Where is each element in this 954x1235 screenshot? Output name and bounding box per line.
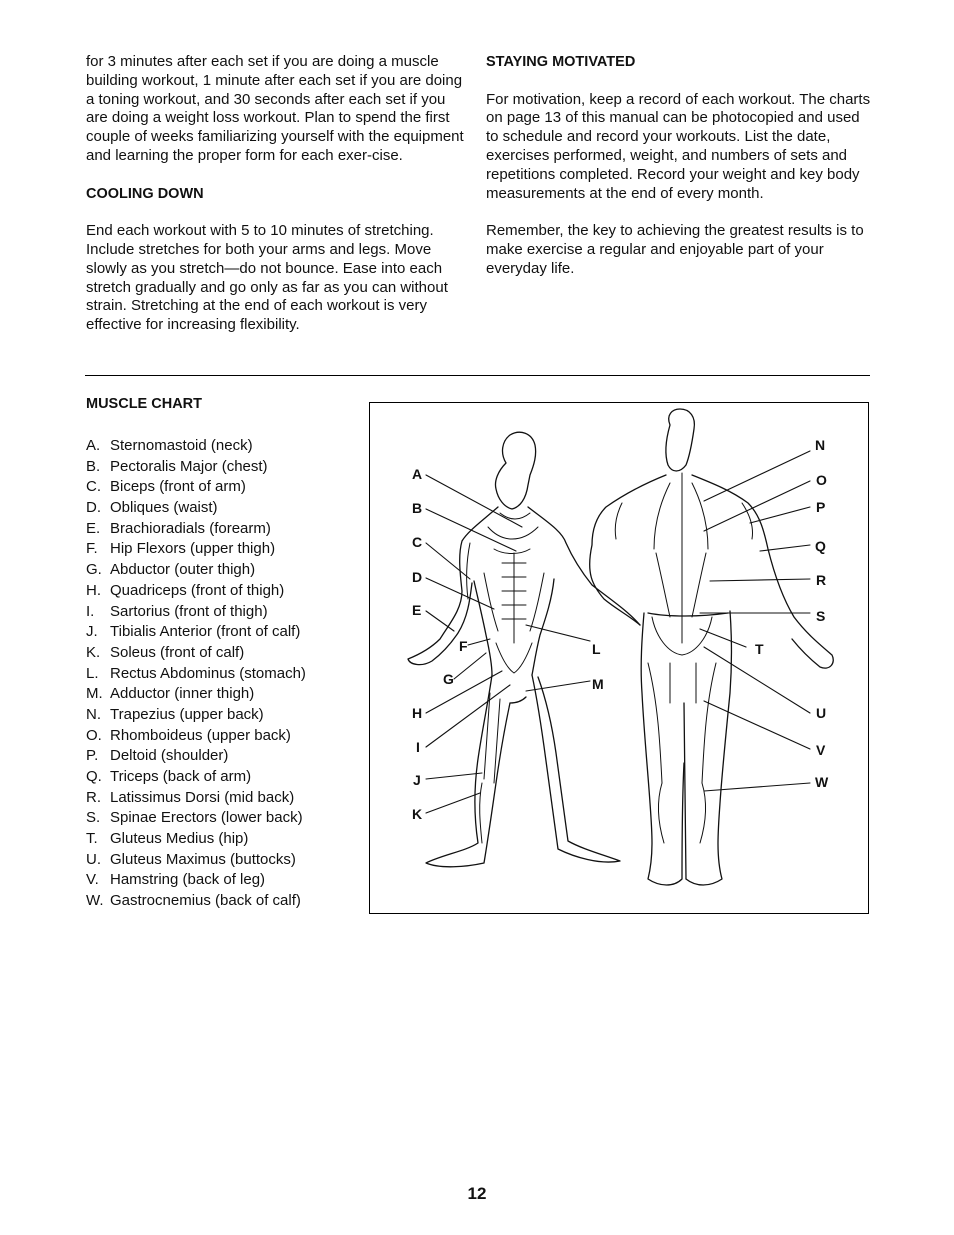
label-leader-lines (426, 451, 810, 813)
figure-label-k: K (412, 806, 423, 822)
muscle-letter: G. (86, 561, 102, 579)
list-item (86, 519, 306, 540)
list-item (86, 581, 306, 602)
figure-label-j: J (413, 772, 421, 788)
list-item (86, 870, 306, 891)
muscle-name: Gluteus Medius (hip) (110, 830, 249, 848)
list-item (86, 705, 306, 726)
list-item (86, 622, 306, 643)
section-divider (85, 375, 870, 376)
muscle-name: Sartorius (front of thigh) (110, 602, 268, 620)
figure-label-o: O (816, 472, 827, 488)
figure-label-w: W (815, 774, 829, 790)
muscle-name: Rhomboideus (upper back) (110, 726, 291, 744)
staying-motivated-text-2: Remember, the key to achieving the greatest results is to make exercise a regular and enjoyable part of your everyday life. (486, 222, 864, 277)
muscle-name: Sternomastoid (neck) (110, 437, 253, 454)
muscle-name: Biceps (front of arm) (110, 478, 246, 496)
muscle-letter: L. (86, 664, 99, 682)
muscle-letter: W. (86, 892, 104, 910)
left-column (86, 53, 468, 354)
list-item (86, 436, 306, 457)
list-item (86, 788, 306, 809)
muscle-name: Gastrocnemius (back of calf) (110, 892, 301, 910)
list-item (86, 664, 306, 685)
figure-label-b: B (412, 500, 423, 516)
muscle-name: Deltoid (shoulder) (110, 747, 229, 765)
staying-motivated-heading: STAYING MOTIVATED (486, 54, 636, 70)
muscle-name: Brachioradials (forearm) (110, 519, 271, 537)
muscle-letter: E. (86, 519, 101, 537)
muscle-letter: H. (86, 581, 101, 599)
muscle-name: Gluteus Maximus (buttocks) (110, 850, 296, 868)
muscle-letter: O. (86, 726, 102, 744)
muscle-letter: D. (86, 499, 101, 517)
figure-label-t: T (755, 641, 764, 657)
muscle-letter: N. (86, 705, 101, 723)
muscle-letter: C. (86, 478, 101, 496)
right-column (486, 53, 872, 297)
list-item (86, 808, 306, 829)
muscle-letter: J. (86, 623, 98, 641)
figure-label-a: A (412, 466, 423, 482)
list-item (86, 477, 306, 498)
figure-label-v: V (816, 742, 826, 758)
list-item (86, 457, 306, 478)
list-item (86, 726, 306, 747)
list-item (86, 560, 306, 581)
figure-label-f: F (459, 638, 468, 654)
figure-label-r: R (816, 572, 827, 588)
muscle-letter: S. (86, 809, 101, 827)
figure-label-l: L (592, 641, 601, 657)
muscle-name: Trapezius (upper back) (110, 705, 264, 723)
intro-paragraph: for 3 minutes after each set if you are doing a muscle building workout, 1 minute after each set if you are doing a toning workout, and 30 seconds after each set if you are doing a weight loss workout. Plan to spend the first couple of weeks familiarizing yourself with the equipment and learning the proper form for each exer-cise. (86, 53, 464, 164)
muscle-name: Abductor (outer thigh) (110, 561, 256, 579)
figure-label-u: U (816, 705, 827, 721)
list-item (86, 498, 306, 519)
list-item (86, 684, 306, 705)
muscle-name: Tibialis Anterior (front of calf) (110, 623, 301, 641)
figure-label-c: C (412, 534, 423, 550)
cooling-down-text: End each workout with 5 to 10 minutes of stretching. Include stretches for both your arms and legs. Move slowly as you stretch—do not bounce. Ease into each stretch gradually and go only as far as you can without strain. Stretching at the end of each workout is very effective for increasing flexibility. (86, 222, 448, 334)
muscle-letter: U. (86, 850, 101, 868)
muscle-name: Hamstring (back of leg) (110, 871, 266, 889)
front-body-figure (408, 432, 640, 867)
staying-motivated-text-1: For motivation, keep a record of each workout. The charts on page 13 of this manual can be photocopied and used to schedule and record your workouts. List the date, exercises performed, weight, and numbers of sets and repetitions completed. Record your weight and key body measurements at the end of every month. (486, 90, 871, 202)
muscle-name: Rectus Abdominus (stomach) (110, 664, 306, 682)
muscle-name: Soleus (front of calf) (110, 643, 245, 661)
list-item (86, 746, 306, 767)
muscle-name: Quadriceps (front of thigh) (110, 581, 285, 599)
anatomy-illustration (370, 403, 868, 913)
muscle-letter: K. (86, 643, 101, 661)
page-number: 12 (467, 1184, 487, 1203)
list-item (86, 891, 306, 912)
figure-label-q: Q (815, 538, 826, 554)
back-body-figure (590, 409, 834, 885)
muscle-letter: P. (86, 747, 99, 765)
list-item (86, 539, 306, 560)
figure-label-g: G (443, 671, 454, 687)
muscle-letter: A. (86, 437, 101, 454)
muscle-letter: M. (86, 685, 103, 703)
muscle-letter: F. (86, 540, 98, 558)
muscle-name: Hip Flexors (upper thigh) (110, 540, 276, 558)
list-item (86, 643, 306, 664)
muscle-letter: Q. (86, 768, 102, 785)
muscle-name: Spinae Erectors (lower back) (110, 809, 303, 827)
muscle-name: Obliques (waist) (110, 499, 218, 517)
figure-label-p: P (816, 499, 826, 515)
muscle-name: Pectoralis Major (chest) (110, 457, 268, 475)
muscle-letter: I. (86, 602, 95, 620)
muscle-name: Latissimus Dorsi (mid back) (110, 788, 295, 806)
list-item (86, 850, 306, 871)
figure-label-e: E (412, 602, 422, 618)
list-item (86, 829, 306, 850)
muscle-name: Triceps (back of arm) (110, 768, 252, 785)
muscle-letter: B. (86, 457, 101, 475)
figure-label-n: N (815, 437, 826, 453)
figure-label-m: M (592, 676, 604, 692)
muscle-chart-title: MUSCLE CHART (86, 396, 202, 412)
muscle-letter: R. (86, 788, 101, 806)
list-item (86, 767, 306, 788)
list-item (86, 602, 306, 623)
figure-label-d: D (412, 569, 423, 585)
muscle-name: Adductor (inner thigh) (110, 685, 255, 703)
figure-label-h: H (412, 705, 423, 721)
muscle-chart-figure (369, 402, 869, 914)
muscle-list (86, 436, 306, 912)
figure-label-i: I (416, 739, 420, 755)
muscle-letter: V. (86, 871, 99, 889)
muscle-letter: T. (86, 830, 98, 848)
figure-label-s: S (816, 608, 826, 624)
cooling-down-heading: COOLING DOWN (86, 185, 204, 202)
